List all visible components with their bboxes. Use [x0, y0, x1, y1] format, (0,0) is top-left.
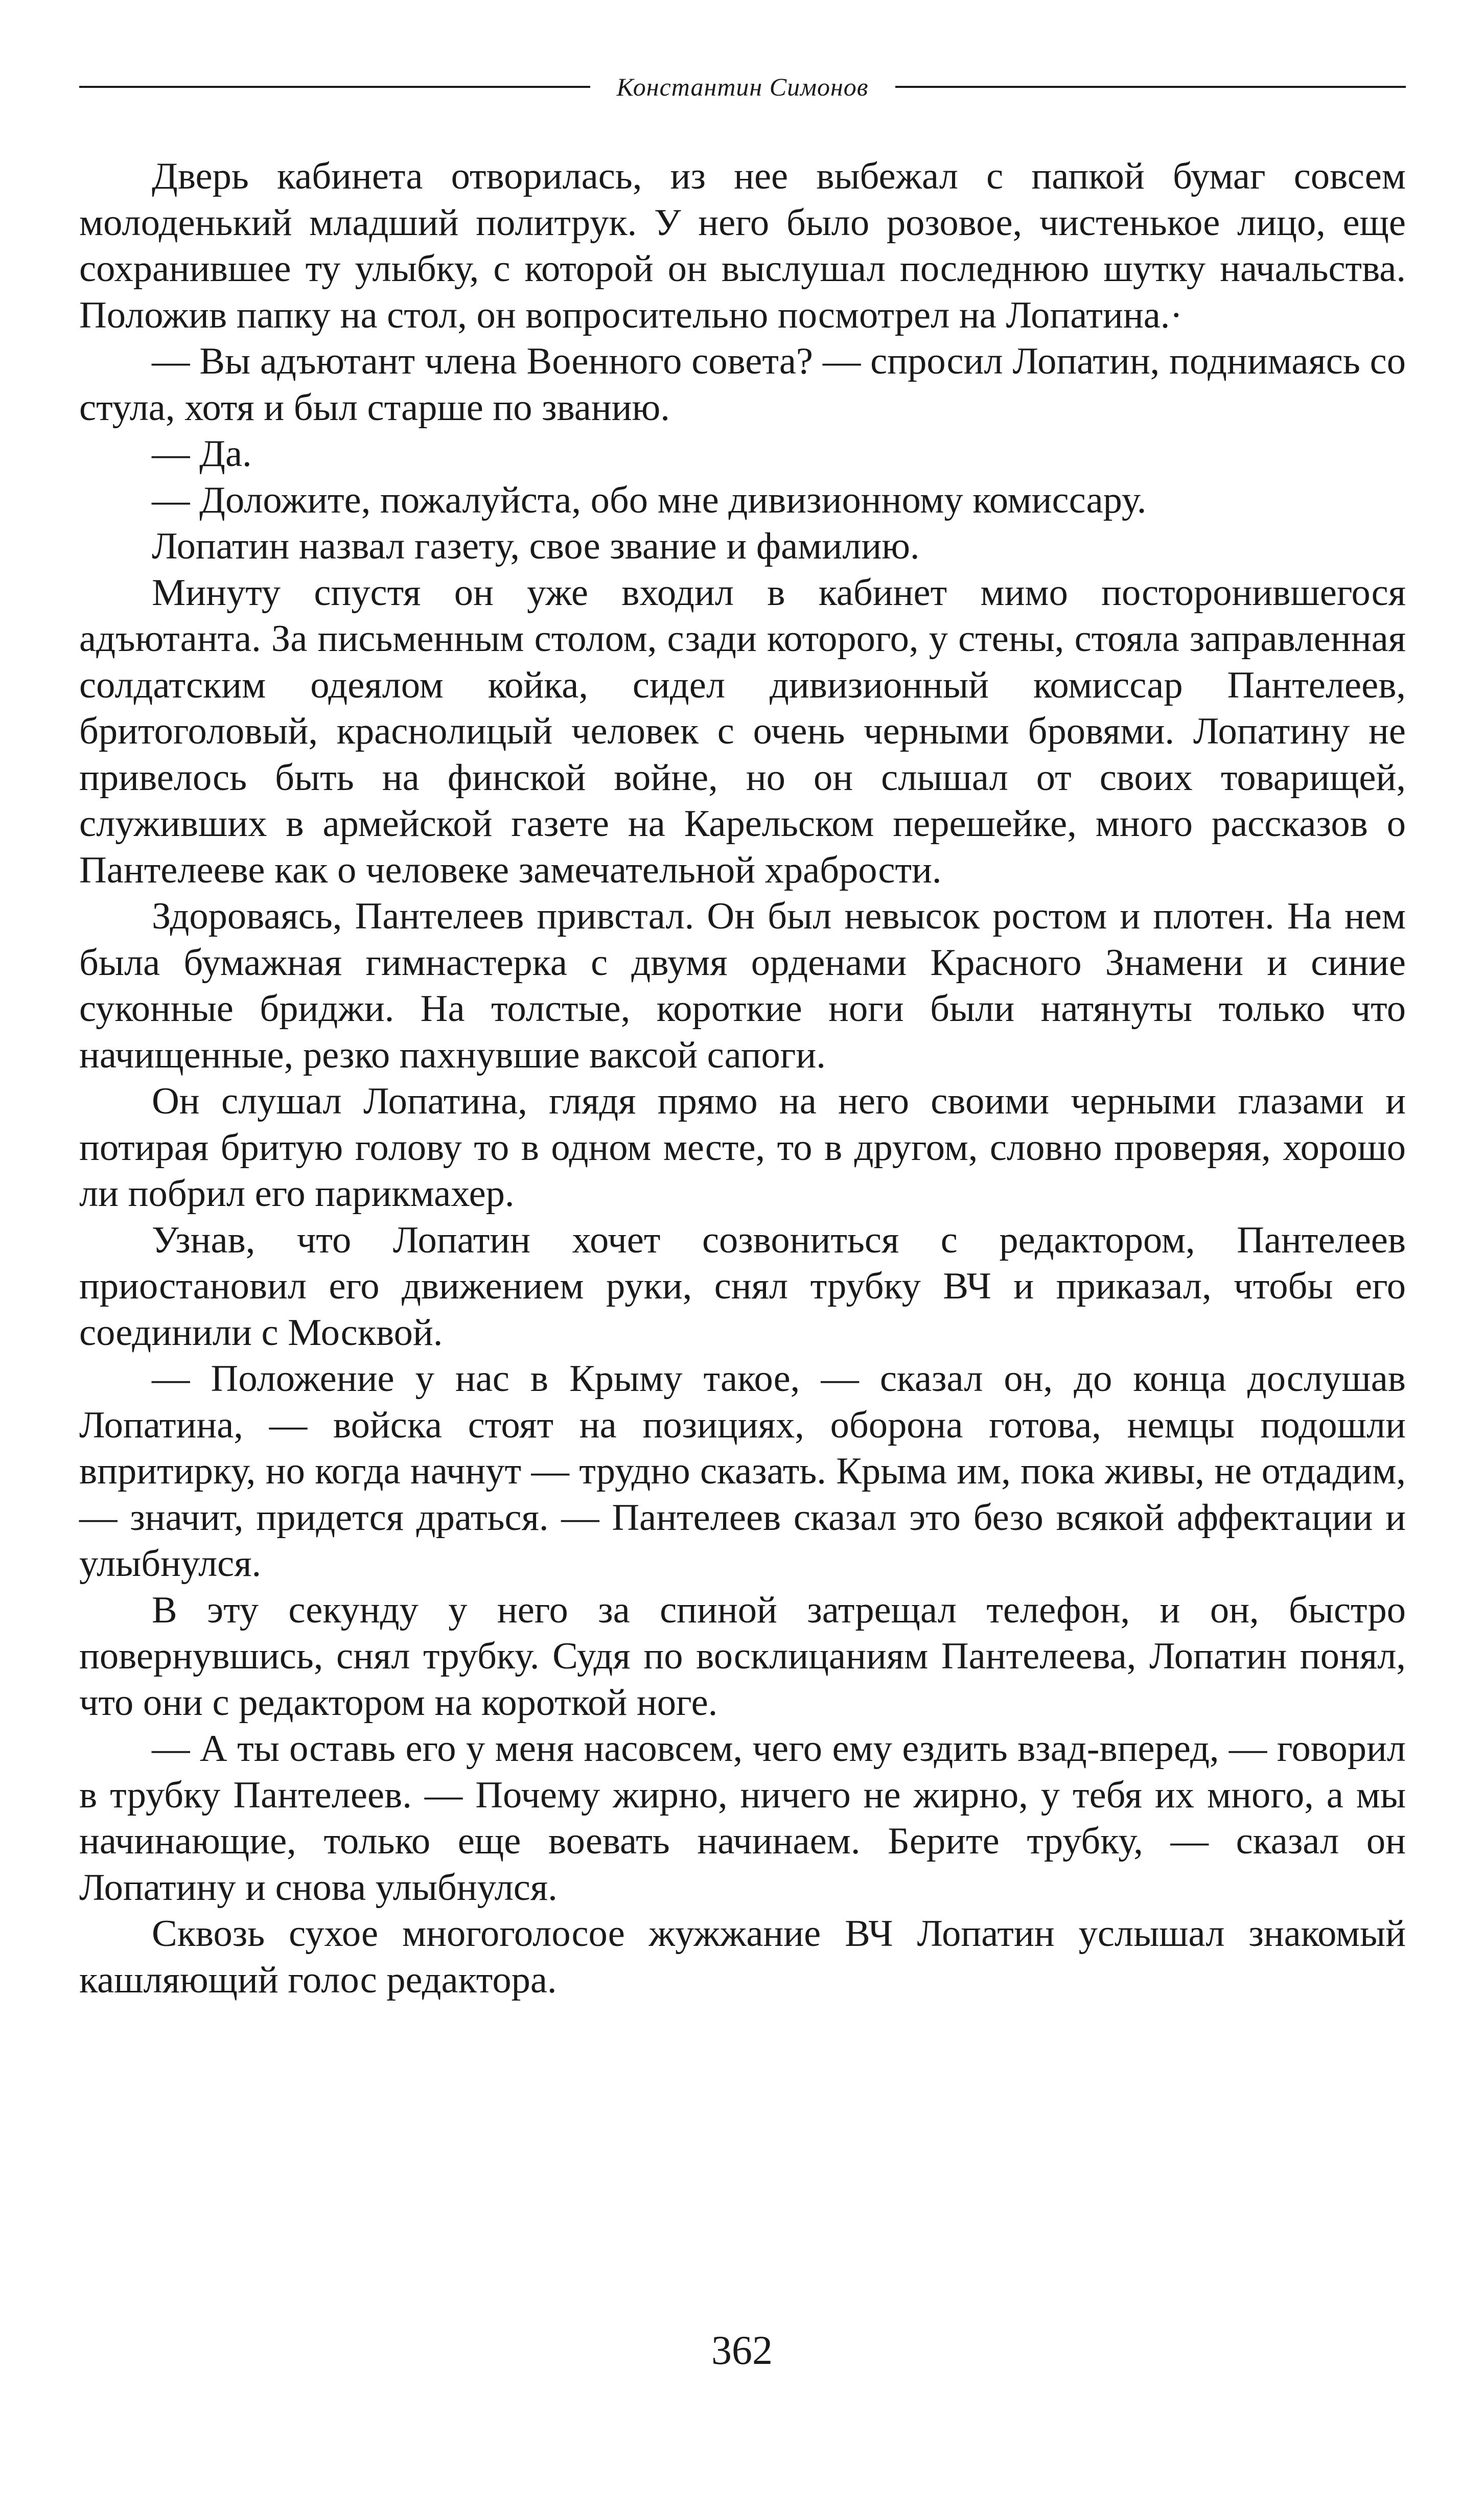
paragraph: Дверь кабинета отворилась, из нее выбежал с папкой бумаг совсем молоденький младший политрук. У него было розовое, чистенькое лицо, еще сохранившее ту улыбку, с которой он выслушал последнюю шутку начальства. Положив папку на стол, он вопросительно посмотрел на Лопатина.· — [79, 155, 1406, 336]
paragraph: — Положение у нас в Крыму такое, — сказал он, до конца дослушав Лопатина, — войска стоят на позициях, оборона готова, немцы подошли впритирку, но когда начнут — трудно сказать. Крыма им, пока живы, не отдадим, — значит, придется драться. — Пантелеев сказал это безо всякой аффектации и улыбнулся. — [79, 1358, 1406, 1585]
paragraph: В эту секунду у него за спиной затрещал телефон, и он, быстро повернувшись, снял трубку. Судя по восклицаниям Пантелеева, Лопатин понял, что они с редактором на короткой ноге. — [79, 1589, 1406, 1724]
paragraph: — Вы адъютант члена Военного совета? — спросил Лопатин, поднимаясь со стула, хотя и был старше по званию. — [79, 340, 1406, 429]
running-title: Константин Симонов — [616, 73, 869, 101]
paragraph: — Да. — [152, 433, 252, 475]
paragraph: Узнав, что Лопатин хочет созвониться с редактором, Пантелеев приостановил его движением руки, снял трубку ВЧ и приказал, чтобы его соединили с Москвой. — [79, 1219, 1406, 1354]
paragraph: Минуту спустя он уже входил в кабинет мимо посторонившегося адъютанта. За письменным столом, сзади которого, у стены, стояла заправленная солдатским одеялом койка, сидел дивизионный комиссар Пантелеев, бритоголовый, краснолицый человек с очень черными бровями. Лопатину не привелось быть на финской войне, но он слышал от своих товарищей, служивших в армейской газете на Карельском перешейке, много рассказов о Пантелееве как о человеке замечательной храбрости. — [79, 571, 1406, 891]
header-rule-right — [895, 86, 1406, 88]
paragraph: — А ты оставь его у меня насовсем, чего ему ездить взад-вперед, — говорил в трубку Пантелеев. — Почему жирно, ничего не жирно, у тебя их много, а мы начинающие, только еще воевать начинаем. Берите трубку, — сказал он Лопатину и снова улыбнулся. — [79, 1728, 1406, 1909]
paragraph: Сквозь сухое многоголосое жужжание ВЧ Лопатин услышал знакомый кашляющий голос редактора. — [79, 1913, 1406, 2001]
running-header — [79, 66, 1406, 107]
paragraph: — Доложите, пожалуйста, обо мне дивизионному комиссару. — [152, 479, 1147, 521]
paragraph: Здороваясь, Пантелеев привстал. Он был невысок ростом и плотен. На нем была бумажная гимнастерка с двумя орденами Красного Знамени и синие суконные бриджи. На толстые, короткие ноги были натянуты только что начищенные, резко пахнувшие ваксой сапоги. — [79, 895, 1406, 1076]
paragraph: Лопатин назвал газету, свое звание и фамилию. — [152, 525, 920, 567]
page-number: 362 — [711, 2328, 773, 2373]
header-rule-left — [79, 86, 590, 88]
paragraph: Он слушал Лопатина, глядя прямо на него своими черными глазами и потирая бритую голову то в одном месте, то в другом, словно проверяя, хорошо ли побрил его парикмахер. — [79, 1080, 1406, 1215]
body-text — [79, 153, 1406, 2003]
